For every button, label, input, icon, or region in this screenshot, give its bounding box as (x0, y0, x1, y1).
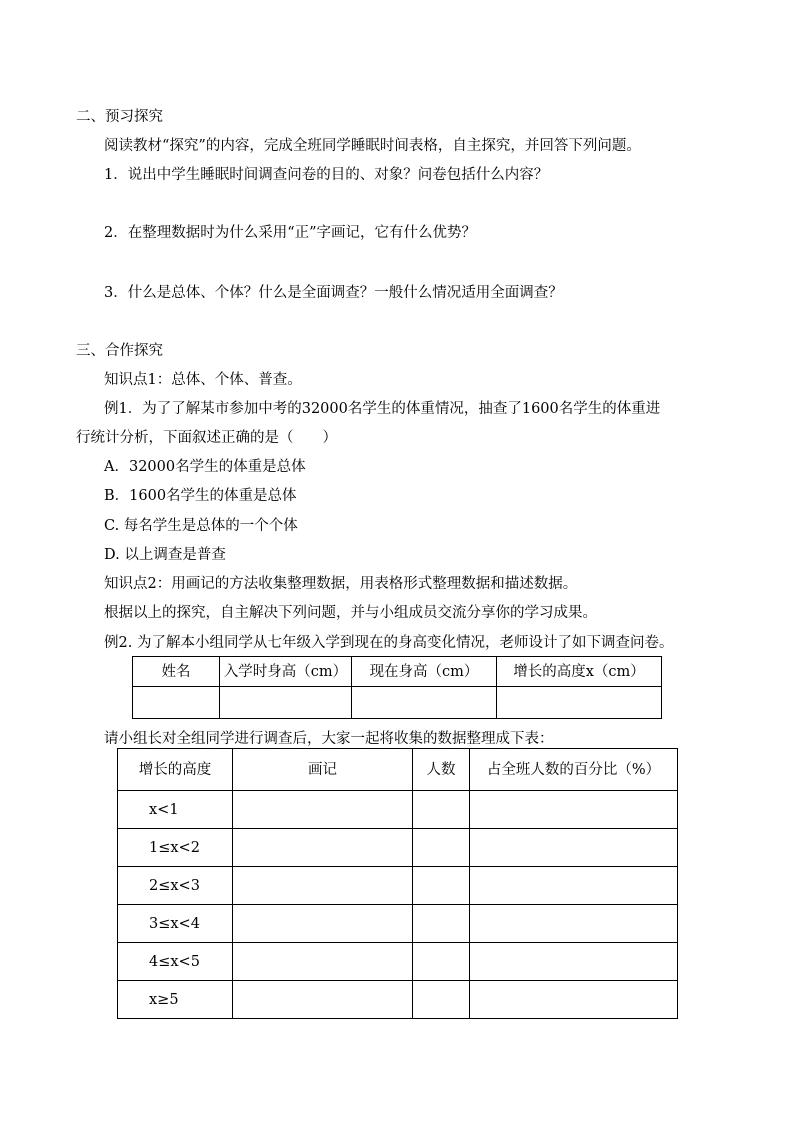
tally-range: 2≤x<3 (118, 867, 233, 905)
tally-range: 1≤x<2 (118, 829, 233, 867)
survey-cell (497, 687, 662, 719)
tally-row (118, 905, 678, 943)
survey-cell (220, 687, 352, 719)
survey-header-current-height: 现在身高（cm） (352, 657, 497, 687)
tally-cell (233, 867, 413, 905)
tally-cell (413, 867, 470, 905)
option-a: A．32000名学生的体重是总体 (104, 459, 306, 475)
tally-cell (233, 943, 413, 981)
tally-cell (470, 905, 678, 943)
tally-row (118, 867, 678, 905)
knowledge-point-2: 知识点2：用画记的方法收集整理数据，用表格形式整理数据和描述数据。 (104, 576, 578, 592)
survey-header-start-height: 入学时身高（cm） (220, 657, 352, 687)
knowledge-point-1: 知识点1：总体、个体、普查。 (104, 372, 302, 388)
tally-row (118, 791, 678, 829)
section2-intro: 阅读教材“探究”的内容，完成全班同学睡眠时间表格，自主探究，并回答下列问题。 (104, 138, 641, 154)
tally-cell (233, 981, 413, 1019)
tally-cell (233, 905, 413, 943)
tally-range: 3≤x<4 (118, 905, 233, 943)
survey-cell (133, 687, 220, 719)
tally-cell (470, 791, 678, 829)
instruction: 根据以上的探究，自主解决下列问题，并与小组成员交流分享你的学习成果。 (104, 605, 597, 621)
after-survey-text: 请小组长对全组同学进行调查后，大家一起将收集的数据整理成下表： (104, 731, 554, 747)
tally-range: 4≤x<5 (118, 943, 233, 981)
tally-cell (413, 981, 470, 1019)
tally-cell (413, 943, 470, 981)
question-2: 2．在整理数据时为什么采用“正”字画记，它有什么优势？ (104, 225, 477, 241)
tally-row (118, 981, 678, 1019)
tally-cell (233, 791, 413, 829)
option-b: B．1600名学生的体重是总体 (104, 488, 297, 504)
survey-cell (352, 687, 497, 719)
tally-table (117, 748, 678, 1019)
tally-cell (470, 981, 678, 1019)
tally-header-percent: 占全班人数的百分比（%） (470, 749, 678, 791)
tally-header-count: 人数 (413, 749, 470, 791)
tally-row (118, 943, 678, 981)
survey-header-name: 姓名 (133, 657, 220, 687)
tally-row (118, 829, 678, 867)
tally-range: x≥5 (118, 981, 233, 1019)
option-d: D. 以上调查是普查 (104, 547, 226, 563)
tally-cell (413, 829, 470, 867)
tally-cell (233, 829, 413, 867)
tally-cell (413, 791, 470, 829)
section2-heading: 二、预习探究 (76, 109, 163, 125)
tally-cell (470, 829, 678, 867)
question-3: 3．什么是总体、个体？什么是全面调查？一般什么情况适用全面调查？ (104, 285, 563, 301)
question-1: 1．说出中学生睡眠时间调查问卷的目的、对象？问卷包括什么内容？ (104, 167, 549, 183)
example-2: 例2. 为了解本小组同学从七年级入学到现在的身高变化情况，老师设计了如下调查问卷。 (104, 635, 674, 651)
tally-cell (470, 867, 678, 905)
survey-table (132, 656, 662, 719)
tally-cell (413, 905, 470, 943)
section3-heading: 三、合作探究 (76, 343, 163, 359)
tally-cell (470, 943, 678, 981)
survey-header-growth: 增长的高度x（cm） (497, 657, 662, 687)
example-1-line-1: 例1．为了了解某市参加中考的32000名学生的体重情况，抽查了1600名学生的体重进 (104, 401, 661, 417)
tally-header-tally: 画记 (233, 749, 413, 791)
example-1-line-2: 行统计分析，下面叙述正确的是（ ） (76, 430, 337, 446)
option-c: C. 每名学生是总体的一个个体 (104, 518, 298, 534)
tally-range: x<1 (118, 791, 233, 829)
tally-header-growth: 增长的高度 (118, 749, 233, 791)
